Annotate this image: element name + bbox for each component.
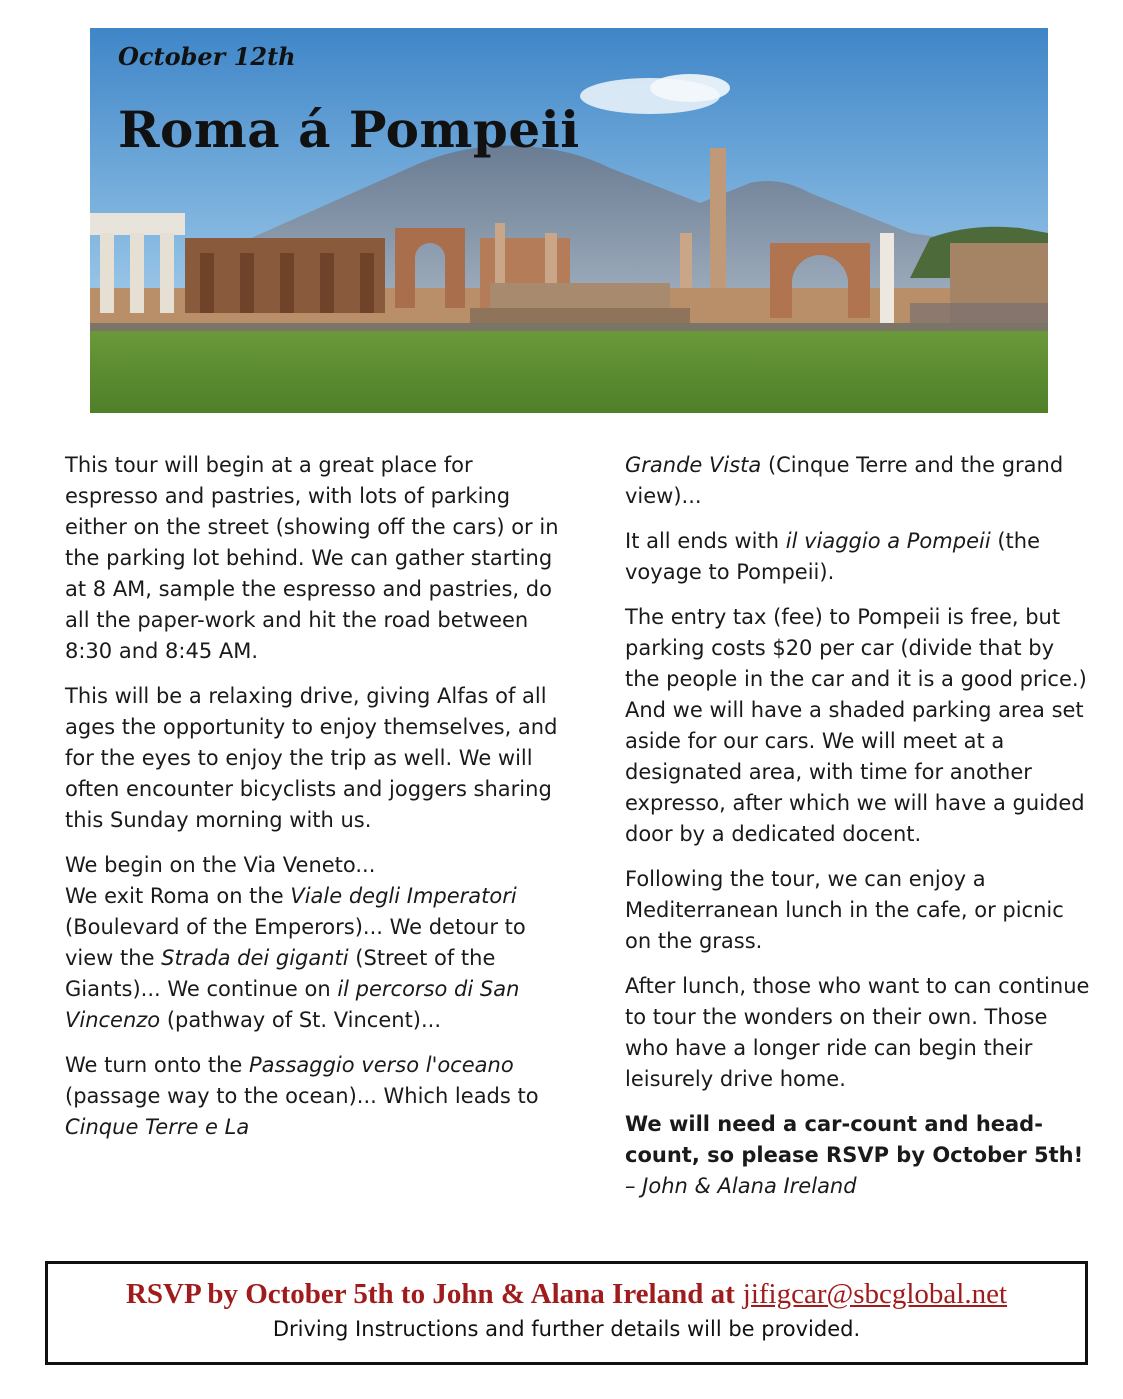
route-italic: Strada dei giganti: [161, 946, 349, 970]
route-italic: Viale degli Imperatori: [290, 884, 517, 908]
route-text: (Boulevard of the Emperors)... We detour to view the: [65, 915, 526, 970]
vista-paragraph: [625, 450, 1095, 512]
pompeii-paragraph: [625, 526, 1095, 588]
route-text: (pathway of St. Vincent)...: [160, 1008, 442, 1032]
route-paragraph: [65, 850, 565, 1036]
ocean-text: We turn onto the: [65, 1053, 249, 1077]
route-text: We exit Roma on the: [65, 884, 291, 908]
vista-italic: Grande Vista: [625, 453, 762, 477]
drive-paragraph: This will be a relaxing drive, giving Alfas of all ages the opportunity to enjoy themselves, and for the eyes to enjoy the trip as well. We will often encounter bicyclists and joggers sharing this Sunday morning with us.: [65, 684, 558, 832]
event-date: October 12th: [118, 42, 296, 71]
intro-paragraph: This tour will begin at a great place for espresso and pastries, with lots of parking either on the street (showing off the cars) or in the parking lot behind. We can gather starting at 8 AM, sample the espresso and pastries, do all the paper-work and hit the road between 8:30 and 8:45 AM.: [65, 453, 559, 663]
lunch-paragraph: Following the tour, we can enjoy a Mediterranean lunch in the cafe, or picnic on the grass.: [625, 867, 1064, 953]
signature: – John & Alana Ireland: [625, 1174, 857, 1198]
route-text: (Street of the Giants)... We continue on: [65, 946, 496, 1001]
right-column: [625, 450, 1095, 1202]
route-start: We begin on the Via Veneto...: [65, 853, 376, 877]
pompeii-photo: [90, 28, 1048, 413]
ocean-italic: Passaggio verso l'oceano: [248, 1053, 514, 1077]
pompeii-italic: il viaggio a Pompeii: [785, 529, 991, 553]
rsvp-email-link[interactable]: jifigcar@sbcglobal.net: [742, 1278, 1008, 1310]
ocean-text: (passage way to the ocean)... Which leads to: [65, 1084, 539, 1108]
rsvp-text: RSVP by October 5th to John & Alana Ireland at: [125, 1278, 735, 1310]
pompeii-text: (the voyage to Pompeii).: [625, 529, 1041, 584]
rsvp-note-bold: We will need a car-count and head-count, so please RSVP by October 5th!: [625, 1112, 1084, 1167]
rsvp-box: [45, 1261, 1088, 1365]
after-lunch-paragraph: After lunch, those who want to can continue to tour the wonders on their own. Those who have a longer ride can begin their leisurely drive home.: [625, 974, 1090, 1091]
rsvp-line: [48, 1278, 1085, 1311]
fee-paragraph: The entry tax (fee) to Pompeii is free, but parking costs $20 per car (divide that by the people in the car and it is a good price.) And we will have a shaded parking area set aside for our cars. We will meet at a designated area, with time for another expresso, after which we will have a guided door by a dedicated docent.: [625, 605, 1087, 846]
event-title: Roma á Pompeii: [118, 100, 580, 159]
pompeii-text: It all ends with: [625, 529, 786, 553]
vista-text: (Cinque Terre and the grand view)...: [625, 453, 1064, 508]
rsvp-note: [625, 1109, 1095, 1202]
hero-banner: [90, 28, 1048, 413]
ocean-paragraph: [65, 1050, 565, 1143]
left-column: [65, 450, 565, 1157]
ocean-italic: Cinque Terre e La: [65, 1115, 250, 1139]
rsvp-details: Driving Instructions and further details will be provided.: [272, 1317, 861, 1341]
route-italic: il percorso di San Vincenzo: [65, 977, 520, 1032]
